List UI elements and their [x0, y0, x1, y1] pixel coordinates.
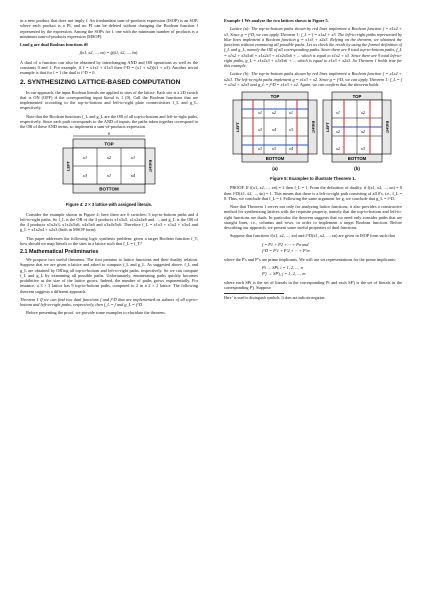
lattice-cell: x4 — [272, 127, 277, 132]
footnote-rule — [224, 293, 284, 294]
lattice-cell: x3 — [82, 173, 88, 179]
paragraph: This paper addresses the following logic synthesis problem: given a target Boolean function f_T, how should we map literals to the sites in a lattice such that f_L = f_T? — [20, 235, 198, 246]
figure-5 — [224, 90, 402, 174]
paragraph: Consider the example shown in Figure 4: here there are 6 switches, 3 top-to-bottom paths and 4 left-to-right paths. So f_L is the OR of the 3 products x1x3x5, x1x2x4x6 and ..., and g_L is the OR of the 4 products x1x2x3, x1x2x5x6, x4x5x6 and x3x4x5x6. Therefore f_L = x1x3 + x1x2 + x3x4 and g_L = x1x2x4 + x2x3 (both in MSOP form). — [20, 211, 198, 233]
lattice-2x3-diagram — [49, 132, 169, 200]
paragraph: Note that the Boolean functions f_L and g_L are the OR of all top-to-bottom and left-to-right paths, respectively. Since each path corresponds to the AND of inputs, the paths taken together correspond to the OR of these AND terms, so implement a sum-of-products expression. — [20, 113, 198, 130]
paragraph: A dual of a function can also be obtained by interchanging AND and OR operations as well as the constants 0 and 1. For example, if f = x1x2 + x̄1x3 then f^D = (x1 + x2)(x̄1 + x3). Another trivial example is that for f = 1 the dual is f^D = 0. — [20, 59, 198, 75]
paragraph: Before presenting the proof, we provide some examples to elucidate the theorem. — [26, 310, 166, 316]
width-label: 6 — [108, 132, 110, 137]
lattice-cell: x3 — [258, 127, 263, 132]
theorem-statement: Theorem 1 If we can find two dual functions f and f^D that are implemented as subsets of all top-to-bottom and left-to-right paths, respectively, then f_L = f and g_L = f^D. — [20, 296, 198, 308]
footnote: Here ' is used to distinguish symbols. It does not indicate negation. — [224, 296, 326, 301]
equation-line: P'j → SP'j, j = 1, 2, ..., m — [262, 270, 306, 276]
right-plate-label-a: RIGHT — [311, 120, 316, 134]
bottom-plate-label-b: BOTTOM — [347, 156, 367, 161]
example-title: Example 1 We analyze the two lattices shown in Figure 5. — [224, 18, 329, 23]
subfigure-label-a: (a) — [272, 166, 278, 171]
lattice-cell: x1 — [289, 110, 294, 115]
left-plate-label-b: LEFT — [325, 122, 330, 132]
definition-dual — [20, 42, 198, 47]
lattice-cell: x3 — [258, 146, 263, 151]
paragraph: where each SPi is the set of literals in the corresponding Pi and each SP'j is the set of literals in the corresponding P'j. Suppose — [224, 279, 402, 290]
lattice-cell: x3 — [361, 146, 366, 151]
lattice-cell: x1 — [82, 155, 88, 161]
right-plate-label: RIGHT — [148, 160, 153, 173]
paragraph: Note that Theorem 1 serves not only for analyzing lattice functions; it also provides a constructive method for synthesizing lattices with the requisite property, namely that the top-to-bottom and left-to-right functions are duals. In particular, the theorem suggests that we need only consider paths that are straight lines, i.e., columns and rows, in order to implement a target Boolean function. Before describing our approach, we present some useful properties of dual functions. — [224, 204, 402, 230]
lattice-cell: x3 — [289, 127, 294, 132]
right-column — [224, 18, 402, 301]
example-heading — [224, 18, 402, 23]
paragraph: We propose two useful theorems. The first pertains to lattice functions and their duality relation. Suppose that we are given a lattice and asked to compute f_L and g_L. As suggested above, f_L and g_L are obtained by OR'ing all top-to-bottom and left-to-right paths, respectively. So we can compute f_L and g_L by examining all possible paths. Unfortunately, enumerating paths quickly becomes prohibitive as the size of the lattice grows. Indeed, the number of paths grows exponentially. For instance, a 3 × 3 lattice has 9 top-to-bottom paths, compared to 2 in a 2 × 2 lattice. The following theorem suggests a different approach. — [20, 257, 198, 294]
equation-line: f^D = P'1 + P'2 + ··· + P'm — [262, 247, 310, 253]
left-column — [20, 18, 198, 319]
paragraph-lattice-b: Lattice (b): The top-to-bottom paths shown by red lines implement a Boolean function f = x1x2 + x2x3. The left-to-right paths implement g = x1x3 + x2. Since g = f^D, we can apply Theorem 1: f_L = f = x1x2 + x2x3 and g_L = f^D = x1x3 + x2. Again, we can confirm that the theorem holds. — [224, 71, 402, 87]
left-plate-label-a: LEFT — [235, 122, 240, 132]
paragraph: in a new product that does not imply f. An irredundant sum-of-products expression (ISOP) is an SOP, where each product is a PI, and no PI can be deleted without changing the Boolean function f represented by the expression. Among the SOPs for f, one with the minimum number of products is a minimum sum-of-products expression (MSOP). — [20, 18, 198, 39]
lattice-cell: x2 — [272, 110, 277, 115]
lattice-cell: x2 — [106, 155, 112, 161]
proof-paragraph: PROOF. If f(x1, x2, ..., xn) = 1 then f_L = 1. From the definition of duality, if f(x1, x2, ..., xn) = 0 then f^D(x̄1, x̄2, ..., x̄n) = 1. This means that there is a left-to-right path consisting of all 0's, i.e., f_L = 0. Thus, we conclude that f_L = f. Following the same argument for g, we conclude that g_L = f^D. — [224, 185, 402, 201]
lattice-cell: x4 — [289, 146, 294, 151]
lattice-cell: x1 — [130, 155, 136, 161]
equation-isop — [262, 242, 402, 254]
left-plate-label: LEFT — [65, 161, 71, 172]
bottom-plate-label: BOTTOM — [99, 186, 119, 192]
right-plate-label-b: RIGHT — [385, 120, 390, 134]
top-plate-label-a: TOP — [270, 94, 280, 99]
top-plate-label: TOP — [104, 141, 114, 147]
lattice-cell: x1 — [336, 110, 341, 115]
equation-dual: f(x1, x2, ..., xn) = ḡ(x̄1, x̄2, ..., x̄n). — [79, 50, 139, 56]
figure-4 — [20, 132, 198, 200]
lattice-cell: x1 — [106, 173, 112, 179]
lattice-cell: x4 — [130, 173, 136, 179]
equation-sets — [262, 265, 402, 277]
paragraph: where the P's and P''s are prime implicants. We will use set representations for the prime implicants: — [224, 256, 396, 262]
lattice-cell: x1 — [258, 110, 263, 115]
paragraph: In our approach, the input Boolean literals are applied to sites of the lattice. Each site is a 2D switch that is ON (OFF) if the corresponding input literal is 1 (0). Call the Boolean functions that are implemented according to the top-to-bottom and left-to-right plate connectivities f_L and g_L, respectively. — [20, 89, 198, 111]
lattice-examples-diagram — [228, 90, 398, 174]
subsection-heading: 2.1 Mathematical Preliminaries — [20, 249, 99, 256]
section-heading: 2. SYNTHESIZING LATTICE-BASED COMPUTATION — [20, 79, 181, 87]
paragraph: Suppose that functions f(x1, x2, ..., xn) and f^D(x1, x2, ..., xn) are given in ISOP form such that — [230, 233, 395, 239]
figure-caption: Figure 4: 2 × 3 lattice with assigned literals. — [65, 202, 153, 208]
definition-term: f and g are dual Boolean functions iff — [20, 42, 88, 47]
lattice-cell: x2 — [336, 129, 341, 134]
lattice-cell: x2 — [336, 146, 341, 151]
equation-line: Pi → SPi, i = 1, 2, ..., n — [262, 264, 303, 270]
lattice-cell: x2 — [361, 129, 366, 134]
bottom-plate-label-a: BOTTOM — [265, 156, 285, 161]
subfigure-label-b: (b) — [354, 166, 360, 171]
figure-caption: Figure 5: Examples to illustrate Theorem 1. — [270, 176, 356, 181]
paragraph-lattice-a: Lattice (a): The top-to-bottom paths shown by red lines implement a Boolean function f = x1x2 + x3. Since g = f^D, we can apply Theorem 1: f_L = f = x1x2 + x3. The left-to-right paths represented by blue lines implement a Boolean function g = x1x3 + x2x3. Relying on the theorem, we obtained the functions without examining all possible paths. Let us check the result by using the formal definition of f_L and g_L, namely the OR of all corresponding paths. Since there are 9 total top-to-bottom paths, f_L = x1x2 + x3x5x6 + x1x2x3 + x1x2x5x6 + ... which is equal to x1x2 + x3. Since there are 9 total left-to-right paths, g_L = x1x2x3 + x1x5x6 + ... which is equal to x1x3 + x2x3. So Theorem 1 holds true for this example. — [224, 26, 402, 68]
top-plate-label-b: TOP — [352, 94, 362, 99]
equation-line: f = P1 + P2 + ··· + Pn and — [262, 241, 309, 247]
lattice-cell: x2 — [361, 110, 366, 115]
lattice-cell: x3 — [272, 146, 277, 151]
